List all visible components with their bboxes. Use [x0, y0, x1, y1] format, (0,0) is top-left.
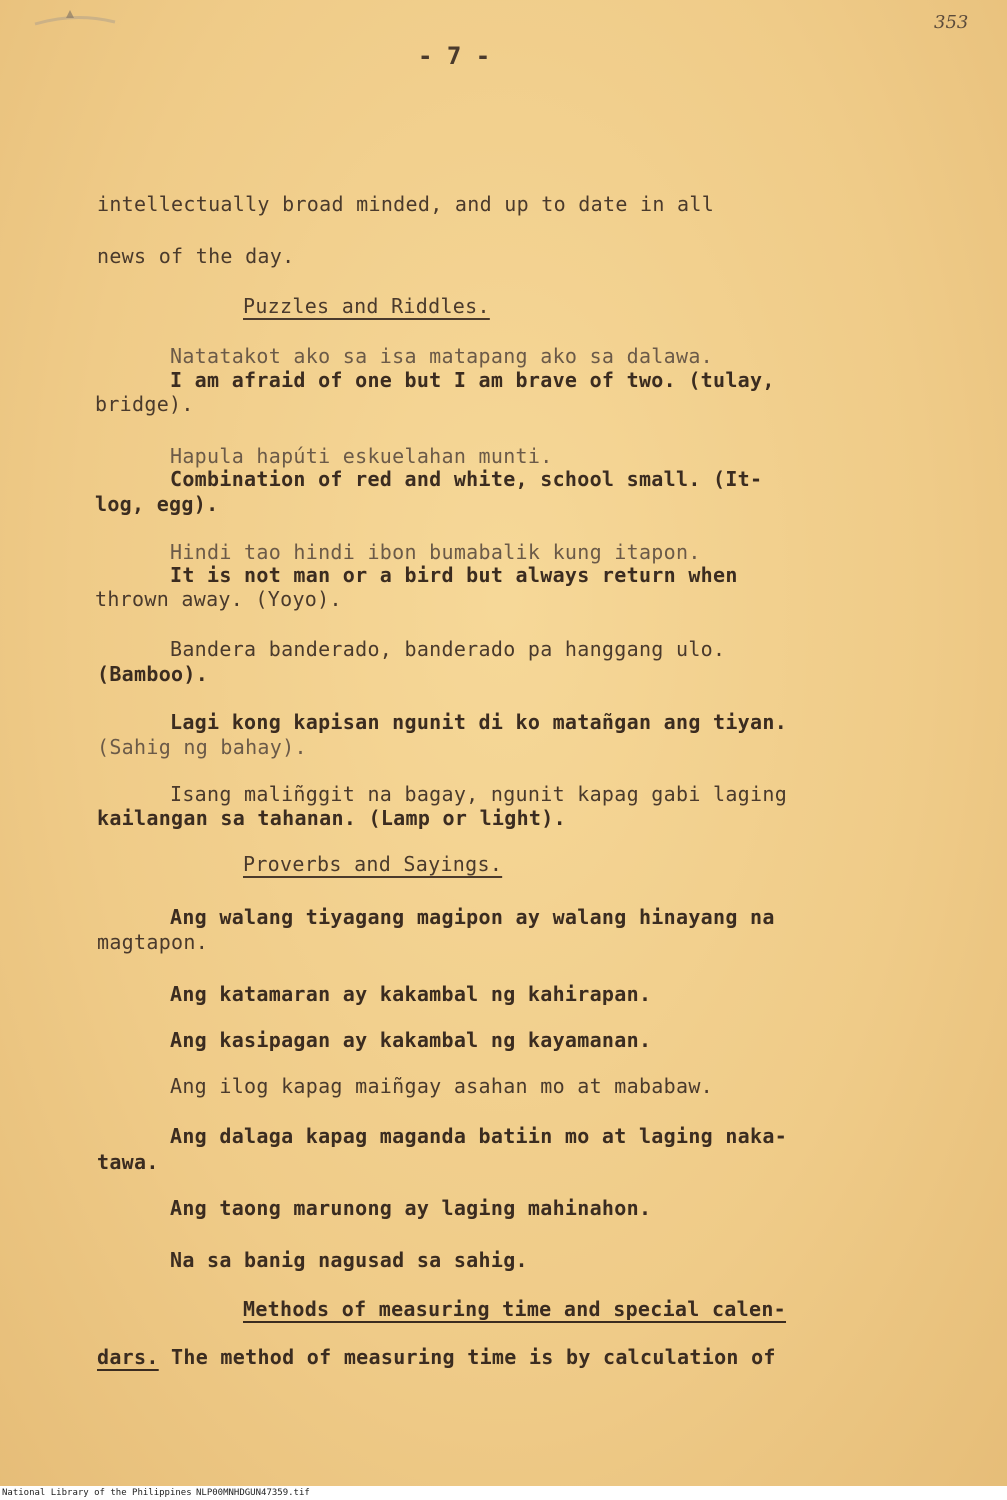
riddle-tagalog: Isang maliñggit na bagay, ngunit kapag gabi laging	[170, 782, 788, 806]
footer-library-name: National Library of the Philippines	[2, 1488, 192, 1498]
riddle-tagalog: Hindi tao hindi ibon bumabalik kung itapon.	[170, 540, 701, 564]
riddle-answer: kailangan sa tahanan. (Lamp or light).	[97, 806, 566, 830]
proverb-cont: tawa.	[97, 1150, 159, 1174]
riddle-english-cont: bridge).	[95, 392, 194, 416]
riddle-english-cont: log, egg).	[95, 492, 219, 516]
section-heading-methods: Methods of measuring time and special calen-	[243, 1297, 787, 1321]
proverb: Ang katamaran ay kakambal ng kahirapan.	[170, 982, 652, 1006]
text-line: news of the day.	[97, 244, 295, 268]
riddle-tagalog: Bandera banderado, banderado pa hanggang ulo.	[170, 637, 726, 661]
library-stamp-mark	[30, 4, 120, 34]
riddle-tagalog: Natatakot ako sa isa matapang ako sa dalawa.	[170, 344, 714, 368]
page-number: - 7 -	[418, 42, 491, 70]
proverb: Na sa banig nagusad sa sahig.	[170, 1248, 528, 1272]
proverb: Ang kasipagan ay kakambal ng kayamanan.	[170, 1028, 652, 1052]
proverb: Ang taong marunong ay laging mahinahon.	[170, 1196, 652, 1220]
riddle-english-cont: thrown away. (Yoyo).	[95, 587, 342, 611]
proverb: Ang ilog kapag maiñgay asahan mo at mababaw.	[170, 1074, 714, 1098]
riddle-english: I am afraid of one but I am brave of two. (tulay,	[170, 368, 775, 392]
riddle-answer: (Bamboo).	[97, 662, 209, 686]
proverb-cont: magtapon.	[97, 930, 209, 954]
riddle-answer: (Sahig ng bahay).	[97, 735, 307, 759]
section-heading-puzzles: Puzzles and Riddles.	[243, 294, 490, 318]
text-line: intellectually broad minded, and up to date in all	[97, 192, 715, 216]
section-heading-methods-cont: dars.	[97, 1345, 159, 1369]
methods-text: The method of measuring time is by calculation of	[158, 1345, 776, 1369]
text-line-methods	[97, 1345, 776, 1369]
riddle-tagalog: Hapula hapúti eskuelahan munti.	[170, 444, 553, 468]
footer-file-name: NLP00MNHDGUN47359.tif	[196, 1488, 310, 1498]
riddle-english: Combination of red and white, school small. (It-	[170, 467, 763, 491]
riddle-english: It is not man or a bird but always return when	[170, 563, 738, 587]
section-heading-proverbs: Proverbs and Sayings.	[243, 852, 503, 876]
riddle-tagalog: Lagi kong kapisan ngunit di ko matañgan ang tiyan.	[170, 710, 788, 734]
proverb: Ang dalaga kapag maganda batiin mo at laging naka-	[170, 1124, 788, 1148]
scan-footer	[0, 1486, 1007, 1500]
handwritten-page-number: 353	[934, 12, 969, 33]
proverb: Ang walang tiyagang magipon ay walang hinayang na	[170, 905, 775, 929]
